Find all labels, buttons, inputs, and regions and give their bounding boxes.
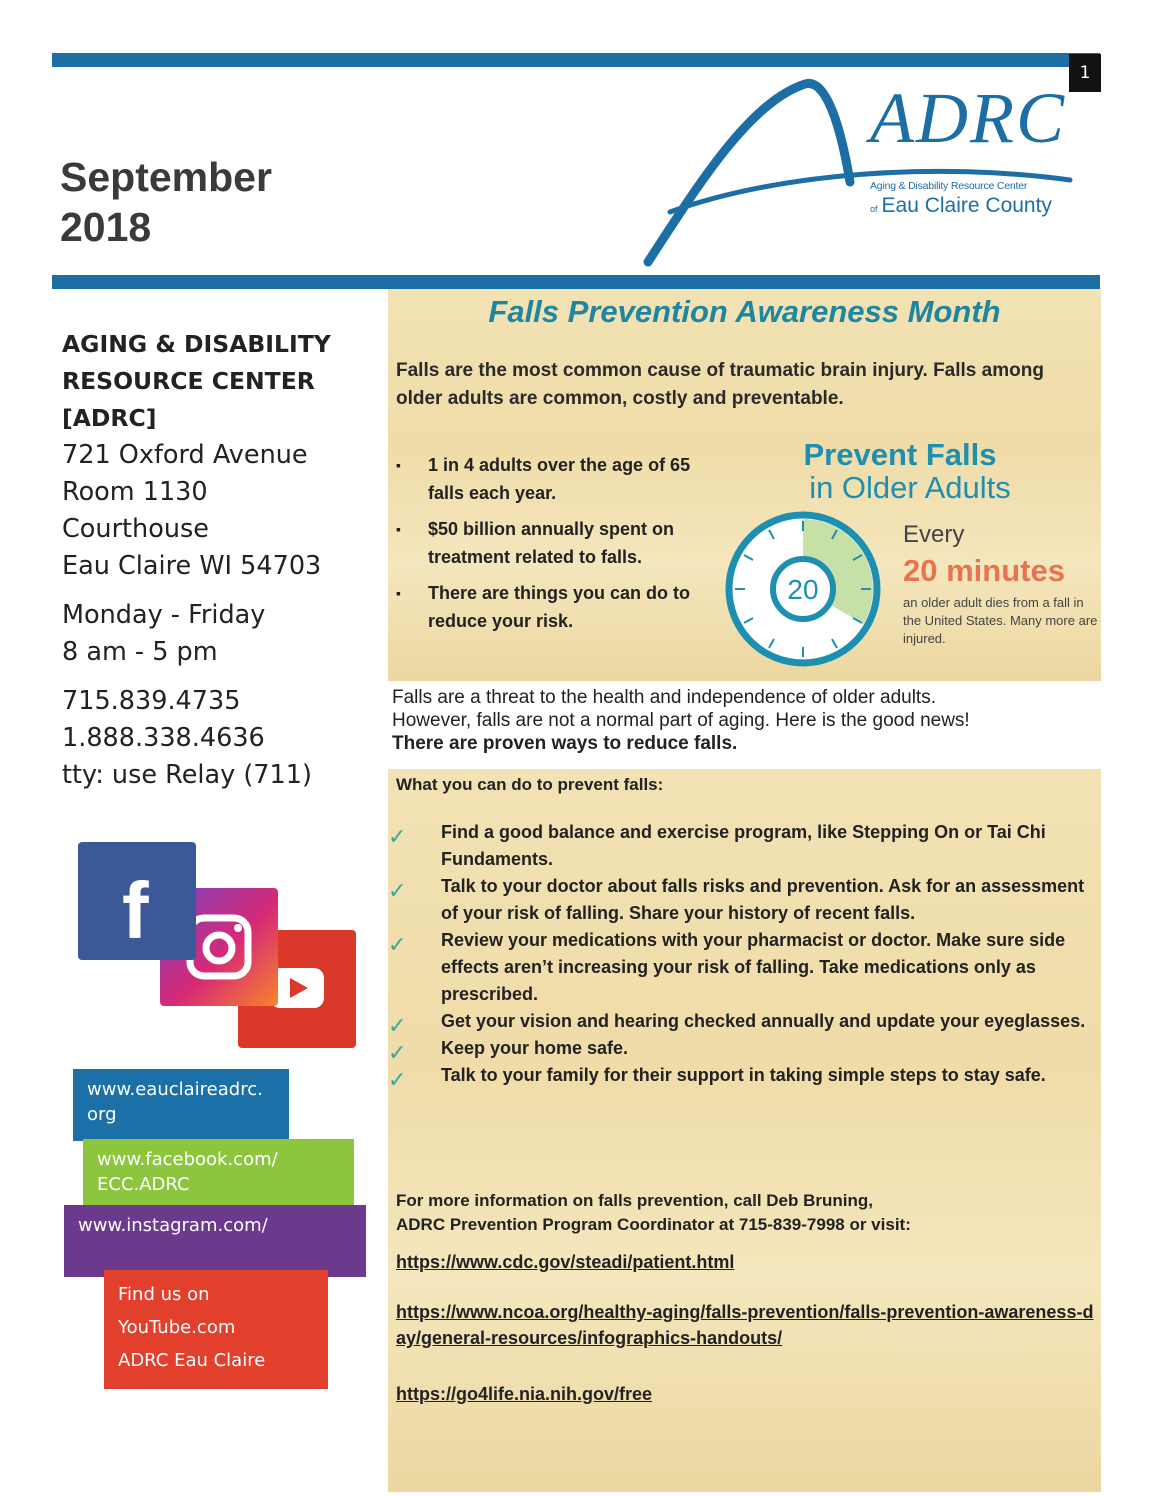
- masthead-rule: [52, 275, 1100, 289]
- stats-list: [396, 451, 726, 643]
- check-icon: ✓: [388, 1067, 407, 1092]
- falls-awareness-card: [388, 289, 1101, 681]
- logo-letters: ADRC: [870, 78, 1066, 158]
- more-info-line2: ADRC Prevention Program Coordinator at 715-839-7998 or visit:: [396, 1215, 911, 1234]
- list-item: ✓ Review your medications with your pharmacist or doctor. Make sure side effects aren’t increasing your risk of falling. Take medications only as prescribed.: [388, 930, 1066, 1004]
- list-item: ✓ Talk to your family for their support in taking simple steps to stay safe.: [388, 1065, 1046, 1092]
- svg-text:f: f: [122, 866, 149, 955]
- card-intro: Falls are the most common cause of traumatic brain injury. Falls among older adults are common, costly and preventable.: [396, 360, 1044, 409]
- logo-of: of: [870, 204, 878, 214]
- list-item: ✓ Get your vision and hearing checked annually and update your eyeglasses.: [388, 1011, 1086, 1038]
- contact-block: [62, 326, 362, 794]
- page-number: 1: [1069, 54, 1101, 92]
- card-title: Falls Prevention Awareness Month: [488, 294, 1001, 329]
- facebook-icon[interactable]: [78, 842, 196, 960]
- org-name-line1: AGING & DISABILITY: [62, 330, 331, 358]
- issue-date: [60, 152, 272, 252]
- list-item: ▪ $50 billion annually spent on treatment related to falls.: [396, 519, 675, 567]
- go4life-link[interactable]: https://go4life.nia.nih.gov/free: [396, 1384, 653, 1404]
- clock-graphic: [723, 509, 883, 669]
- adrc-logo: [640, 62, 1100, 268]
- ncoa-link[interactable]: https://www.ncoa.org/healthy-aging/falls-prevention/falls-prevention-awareness-day/general-resources/infographics-handouts/: [396, 1302, 1094, 1348]
- list-item: ▪ There are things you can do to reduce your risk.: [396, 583, 691, 631]
- org-name-line3: [ADRC]: [62, 404, 157, 432]
- tips-list: [388, 819, 1088, 1092]
- check-icon: ✓: [388, 1040, 407, 1065]
- issue-year: 2018: [60, 204, 152, 250]
- list-item: ✓ Find a good balance and exercise program, like Stepping On or Tai Chi Fundaments.: [388, 822, 1046, 869]
- youtube-link[interactable]: [104, 1270, 328, 1389]
- street-address: 721 Oxford Avenue: [62, 440, 308, 470]
- youtube-link-line1: Find us on: [118, 1284, 210, 1305]
- minutes-label: 20 minutes: [903, 553, 1065, 588]
- good-news-line2: However, falls are not a normal part of aging. Here is the good news!: [392, 710, 970, 731]
- social-icons: [78, 840, 358, 1076]
- org-name-line2: RESOURCE CENTER: [62, 367, 315, 395]
- logo-tagline: Aging & Disability Resource Center: [870, 180, 1028, 192]
- phone-local: 715.839.4735: [62, 686, 241, 716]
- more-info-line1: For more information on falls prevention, call Deb Bruning,: [396, 1191, 873, 1210]
- city-state-zip: Eau Claire WI 54703: [62, 551, 322, 581]
- tips-heading: What you can do to prevent falls:: [396, 775, 664, 794]
- every-label: Every: [903, 521, 965, 548]
- infographic-subtitle: in Older Adults: [809, 470, 1011, 505]
- infographic-title: Prevent Falls: [803, 437, 997, 472]
- clock-number: 20: [787, 574, 819, 605]
- logo-county-name: Eau Claire County: [881, 194, 1052, 217]
- youtube-link-line2: YouTube.com: [118, 1317, 236, 1338]
- office-hours: 8 am - 5 pm: [62, 637, 218, 667]
- phone-tollfree: 1.888.338.4636: [62, 723, 265, 753]
- good-news-line1: Falls are a threat to the health and independence of older adults.: [392, 687, 936, 708]
- good-news-line3: There are proven ways to reduce falls.: [392, 733, 738, 754]
- youtube-link-line3: ADRC Eau Claire: [118, 1350, 266, 1371]
- list-item: ▪ 1 in 4 adults over the age of 65 falls each year.: [396, 455, 691, 503]
- facebook-link[interactable]: www.facebook.com/ ECC.ADRC: [83, 1139, 354, 1205]
- list-item: ✓ Talk to your doctor about falls risks and prevention. Ask for an assessment of your risk of falling. Share your history of recent falls.: [388, 876, 1085, 923]
- building: Courthouse: [62, 514, 209, 544]
- prevention-tips-card: [388, 769, 1101, 1492]
- check-icon: ✓: [388, 878, 407, 903]
- logo-county: [870, 194, 1052, 218]
- cdc-link[interactable]: https://www.cdc.gov/steadi/patient.html: [396, 1252, 735, 1272]
- check-icon: ✓: [388, 932, 407, 957]
- check-icon: ✓: [388, 1013, 407, 1038]
- list-item: ✓ Keep your home safe.: [388, 1038, 629, 1065]
- infographic-caption: an older adult dies from a fall in the United States. Many more are injured.: [903, 595, 1098, 646]
- issue-month: September: [60, 154, 272, 200]
- website-link[interactable]: www.eauclaireadrc. org: [73, 1069, 289, 1141]
- office-days: Monday - Friday: [62, 600, 266, 630]
- check-icon: ✓: [388, 824, 407, 849]
- good-news-paragraph: [392, 686, 1097, 755]
- more-info: [396, 1189, 1086, 1237]
- tty-line: tty: use Relay (711): [62, 760, 312, 790]
- room: Room 1130: [62, 477, 208, 507]
- instagram-link[interactable]: www.instagram.com/: [64, 1205, 366, 1277]
